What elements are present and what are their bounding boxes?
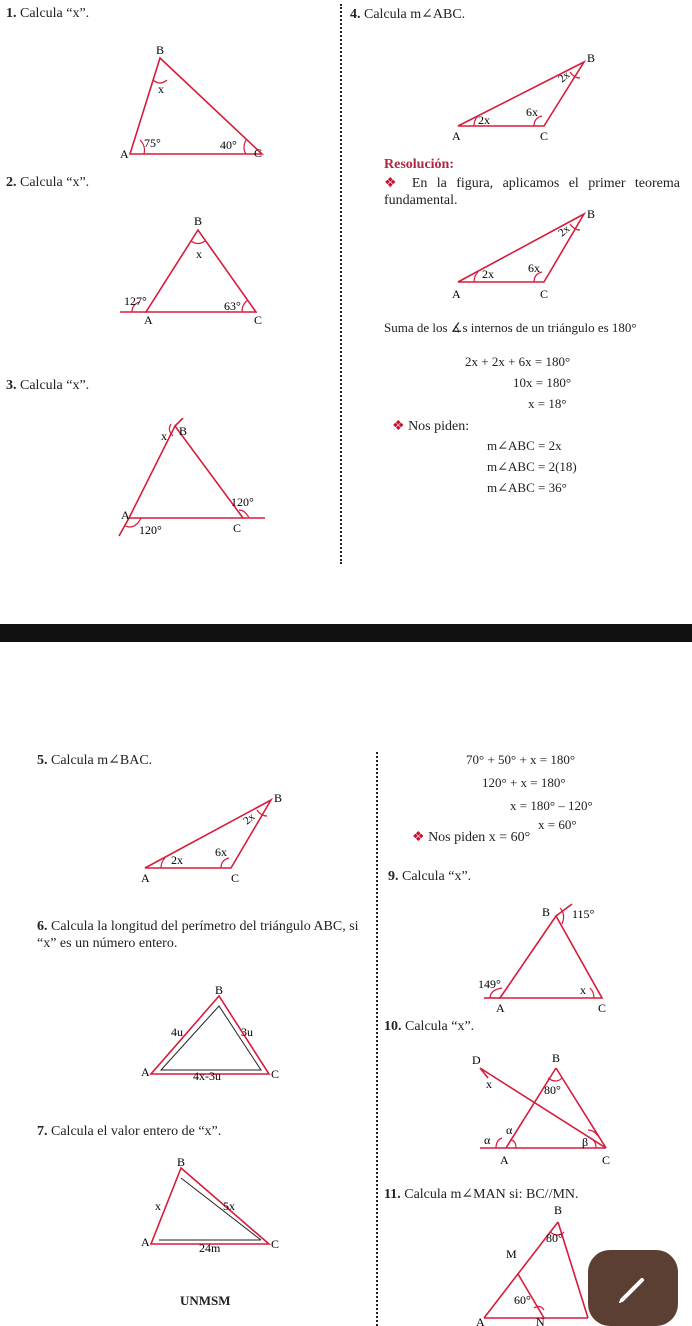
segment-BC xyxy=(556,1068,606,1148)
problem-number: 1. xyxy=(6,6,17,21)
vertex-label: C xyxy=(254,146,263,160)
problem-2-title xyxy=(6,175,89,191)
angle-label: 2x xyxy=(556,68,573,86)
triangle-figure-4 xyxy=(440,44,610,148)
triangle-figure-10 xyxy=(470,1046,630,1170)
angle-arc xyxy=(244,140,246,154)
vertex-label: C xyxy=(254,313,263,327)
resolution-heading: Resolución: xyxy=(384,157,454,172)
equation: 70° + 50° + x = 180° xyxy=(466,752,576,767)
angle-arc xyxy=(191,241,205,244)
angle-arc xyxy=(590,1138,596,1148)
angle-label: 2x xyxy=(171,853,183,867)
angle-label: 6x xyxy=(526,105,538,119)
angle-label: 149° xyxy=(478,977,501,991)
vertex-label: B xyxy=(156,43,165,57)
extension-line xyxy=(556,904,572,916)
equation: m∠ABC = 36° xyxy=(487,480,567,495)
asked-text: Nos piden x = 60° xyxy=(428,830,531,845)
angle-label: 60° xyxy=(514,1293,531,1307)
problem-3-title xyxy=(6,378,89,394)
segment-BA xyxy=(506,1068,556,1148)
vertex-label: B xyxy=(274,791,283,805)
vertex-label: A xyxy=(144,313,153,327)
vertex-label: A xyxy=(500,1153,509,1167)
vertex-label: B xyxy=(215,983,224,997)
problem-number: 2. xyxy=(6,175,17,190)
problem-number: 9. xyxy=(388,869,399,884)
triangle-figure-1 xyxy=(100,36,290,164)
angle-label: 2x xyxy=(556,222,573,240)
sum-statement: Suma de los ∡s internos de un triángulo es 180° xyxy=(384,320,637,335)
angle-label: 120° xyxy=(231,495,254,509)
angle-label: x xyxy=(580,983,586,997)
vertex-label: C xyxy=(602,1153,611,1167)
triangle xyxy=(145,800,271,868)
problem-text: Calcula “x”. xyxy=(405,1019,475,1034)
problem-10-title xyxy=(384,1019,474,1035)
vertex-label: A xyxy=(496,1001,505,1014)
side-label: 24m xyxy=(199,1241,221,1255)
equation: 2x + 2x + 6x = 180° xyxy=(465,354,571,369)
problem-number: 6. xyxy=(37,919,48,934)
problem-text: Calcula el valor entero de “x”. xyxy=(51,1124,222,1139)
triangle xyxy=(129,426,243,518)
triangle-figure-5 xyxy=(135,784,305,884)
equation: 10x = 180° xyxy=(513,375,572,390)
triangle xyxy=(500,916,602,998)
vertex-label: A xyxy=(121,508,130,522)
problem-number: 5. xyxy=(37,753,48,768)
vertex-label: A xyxy=(120,147,129,161)
triangle-figure-7 xyxy=(135,1156,295,1256)
angle-label: 63° xyxy=(224,299,241,313)
vertex-label: A xyxy=(476,1315,485,1326)
problem-7-title xyxy=(37,1124,221,1140)
problem-text: Calcula m∠MAN si: BC//MN. xyxy=(404,1187,579,1202)
problem-text: Calcula “x”. xyxy=(20,175,90,190)
angle-label: α xyxy=(506,1123,513,1137)
equation: x = 180° – 120° xyxy=(510,798,593,813)
column-divider xyxy=(340,4,342,564)
triangle-figure-4-solution xyxy=(440,202,610,306)
side-label: 3u xyxy=(241,1025,253,1039)
vertex-label: C xyxy=(540,129,549,143)
pencil-icon xyxy=(616,1272,650,1306)
vertex-label: A xyxy=(141,871,150,884)
problem-number: 11. xyxy=(384,1187,401,1202)
angle-label: 75° xyxy=(144,136,161,150)
problem-number: 4. xyxy=(350,7,361,22)
problem-text: Calcula “x”. xyxy=(20,378,90,393)
diamond-icon: ❖ xyxy=(384,176,403,191)
vertex-label: B xyxy=(554,1203,563,1217)
asked-text: Nos piden: xyxy=(408,419,470,434)
diamond-icon: ❖ xyxy=(412,830,425,845)
angle-arc xyxy=(221,858,229,868)
inner-line xyxy=(181,1178,261,1240)
vertex-label: C xyxy=(231,871,240,884)
angle-label: β xyxy=(582,1135,589,1149)
problem-text: Calcula m∠ABC. xyxy=(364,7,466,22)
angle-label: 115° xyxy=(572,907,595,921)
problem-4-title xyxy=(350,6,465,23)
column-divider xyxy=(376,752,378,1326)
vertex-label: B xyxy=(587,207,596,221)
vertex-label: B xyxy=(542,905,551,919)
angle-label: x xyxy=(486,1077,492,1091)
angle-label: 2x xyxy=(482,267,494,281)
vertex-label: B xyxy=(179,424,188,438)
equation: x = 60° xyxy=(538,817,577,832)
problem-9-title xyxy=(388,869,471,885)
vertex-label: B xyxy=(177,1156,186,1169)
problem-6-title xyxy=(37,918,367,952)
equation: m∠ABC = 2x xyxy=(487,438,562,453)
vertex-label: D xyxy=(472,1053,481,1067)
vertex-label: N xyxy=(536,1315,545,1326)
vertex-label: C xyxy=(233,521,242,535)
angle-label: 2x xyxy=(241,810,258,828)
vertex-label: B xyxy=(194,214,203,228)
vertex-label: A xyxy=(141,1065,150,1079)
angle-label: 6x xyxy=(215,845,227,859)
angle-label: x xyxy=(158,82,164,96)
angle-arc xyxy=(590,988,594,998)
side-label: 4u xyxy=(171,1025,183,1039)
problem-text: Calcula “x”. xyxy=(20,6,90,21)
vertex-label: A xyxy=(141,1235,150,1249)
problem-number: 10. xyxy=(384,1019,402,1034)
vertex-label: B xyxy=(587,51,596,65)
edit-button[interactable] xyxy=(588,1250,678,1326)
angle-label: 2x xyxy=(478,113,490,127)
problem-text: Calcula “x”. xyxy=(402,869,472,884)
triangle-figure-11 xyxy=(470,1200,600,1326)
angle-arc xyxy=(496,1138,502,1148)
side-label: 5x xyxy=(223,1199,235,1213)
angle-label: 80° xyxy=(544,1083,561,1097)
problem-text: Calcula la longitud del perímetro del triángulo ABC, si “x” es un número entero. xyxy=(37,919,359,951)
problem-number: 7. xyxy=(37,1124,48,1139)
side-label: x xyxy=(155,1199,161,1213)
angle-label: x xyxy=(196,247,202,261)
angle-arc xyxy=(242,300,248,312)
page-separator xyxy=(0,624,692,642)
problem-5-title xyxy=(37,752,152,769)
triangle-figure-3 xyxy=(115,418,285,543)
equation: x = 18° xyxy=(528,396,567,411)
side-label: 4x-3u xyxy=(193,1069,221,1083)
vertex-label: B xyxy=(552,1051,561,1065)
angle-label: 80° xyxy=(546,1231,563,1245)
problem-text: Calcula m∠BAC. xyxy=(51,753,153,768)
equation: m∠ABC = 2(18) xyxy=(487,459,577,474)
vertex-label: M xyxy=(506,1247,517,1261)
angle-label: α xyxy=(484,1133,491,1147)
angle-label: 40° xyxy=(220,138,237,152)
triangle-figure-9 xyxy=(470,902,630,1014)
resolution-text: En la figura, aplicamos el primer teorema fundamental. xyxy=(384,176,680,208)
vertex-label: C xyxy=(598,1001,607,1014)
source-label: UNMSM xyxy=(180,1293,231,1308)
vertex-label: C xyxy=(271,1237,280,1251)
asked-line xyxy=(392,418,469,435)
equation: 120° + x = 180° xyxy=(482,775,566,790)
vertex-label: A xyxy=(452,287,461,301)
vertex-label: C xyxy=(540,287,549,301)
problem-number: 3. xyxy=(6,378,17,393)
angle-label: 6x xyxy=(528,261,540,275)
triangle-figure-2 xyxy=(110,208,280,328)
angle-label: 120° xyxy=(139,523,162,537)
angle-label: x xyxy=(161,429,167,443)
vertex-label: C xyxy=(271,1067,280,1081)
triangle-figure-6 xyxy=(135,978,295,1086)
angle-label: 127° xyxy=(124,294,147,308)
vertex-label: A xyxy=(452,129,461,143)
problem-1-title xyxy=(6,6,89,22)
diamond-icon: ❖ xyxy=(392,419,405,434)
asked-line xyxy=(412,829,530,846)
